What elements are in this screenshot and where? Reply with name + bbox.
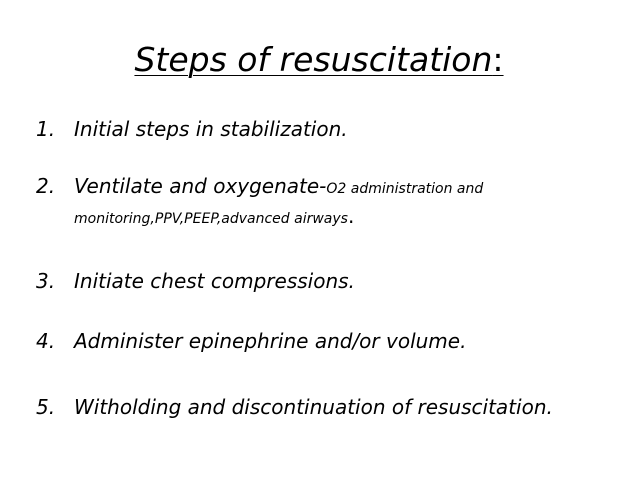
list-item-text: Initial steps in stabilization.: [74, 117, 348, 141]
list-item-detail-line1: O2 administration and: [326, 181, 484, 197]
list-item-text: Administer epinephrine and/or volume.: [74, 329, 467, 353]
slide-title-colon: :: [492, 40, 504, 79]
list-item-text: Witholding and discontinuation of resuscitation.: [74, 395, 553, 419]
list-item-text: [74, 173, 483, 202]
list-item-detail-line2-text: monitoring,PPV,PEEP,advanced airways: [74, 211, 348, 227]
list-item-number: 2.: [36, 174, 56, 198]
slide-title-text: Steps of resuscitation: [134, 40, 493, 79]
list-item-detail-end: .: [347, 204, 355, 228]
list-item-number: 1.: [36, 117, 56, 141]
list-item-text: Initiate chest compressions.: [74, 269, 355, 293]
list-item-number: 4.: [36, 329, 56, 353]
list-item-main-text: Ventilate and oxygenate-: [74, 174, 327, 198]
list-item-number: 5.: [36, 395, 56, 419]
list-item-detail-line2: [74, 206, 354, 229]
list-item-number: 3.: [36, 269, 56, 293]
